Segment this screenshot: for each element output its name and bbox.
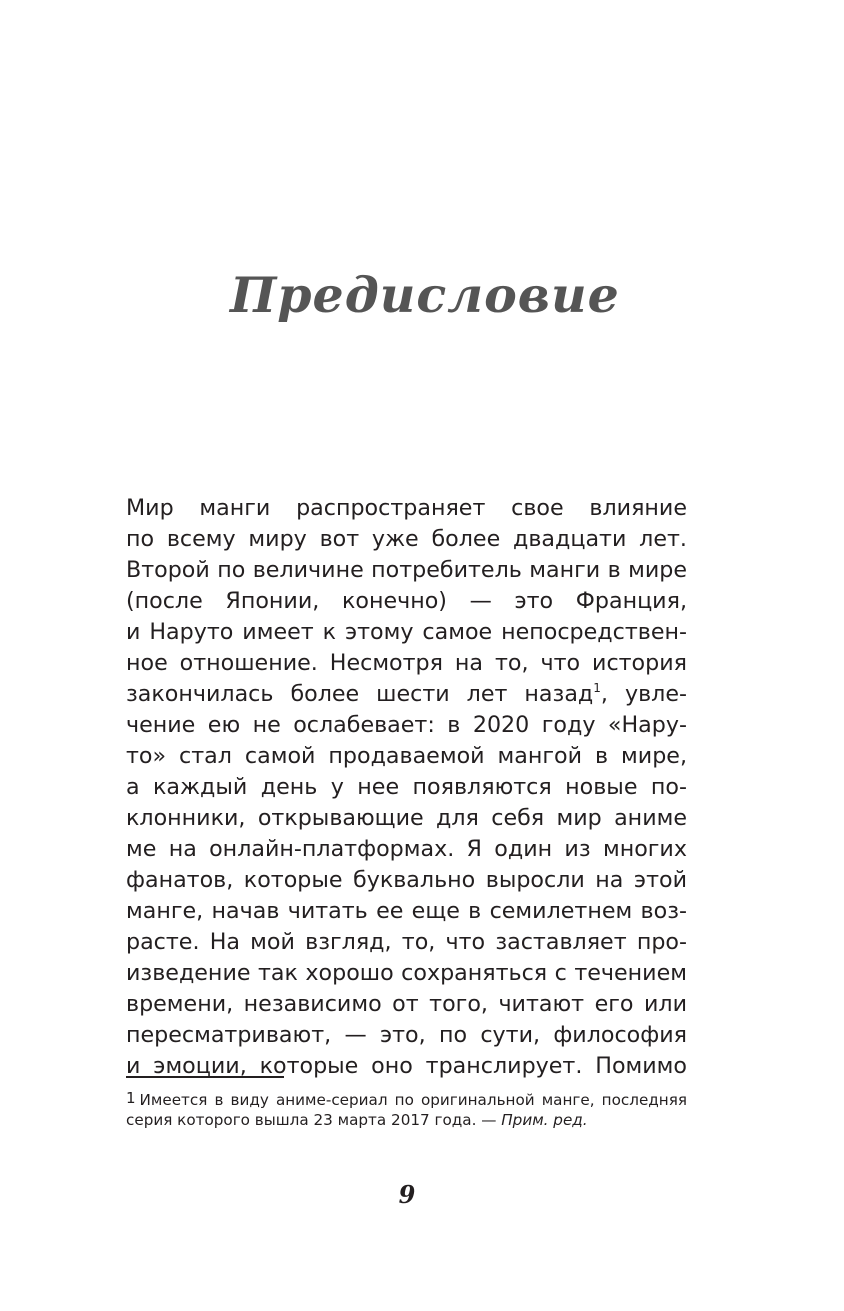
text-line-end: , увле-	[600, 681, 687, 707]
text-line: и эмоции, которые оно транслирует. Помимо	[126, 1053, 687, 1079]
footnote-text: Имеется в виду аниме-сериал по оригинальной манге, последняя	[139, 1091, 687, 1109]
footnote-reference[interactable]: 1	[593, 681, 601, 695]
text-line: и Наруто имеет к этому самое непосредствен-	[126, 619, 687, 645]
text-line: изведение так хорошо сохраняться с течением	[126, 960, 687, 986]
text-line: а каждый день у нее появляются новые по-	[126, 774, 687, 800]
text-line: ме на онлайн-платформах. Я один из многих	[126, 836, 687, 862]
text-line: фанатов, которые буквально выросли на этой	[126, 867, 687, 893]
footnote-line	[126, 1110, 687, 1130]
text-line: пересматривают, — это, по сути, философия	[126, 1022, 687, 1048]
chapter-title: Предисловие	[230, 265, 620, 324]
text-line: (после Японии, конечно) — это Франция,	[126, 588, 687, 614]
text-line: по всему миру вот уже более двадцати лет.	[126, 526, 687, 552]
text-line: манге, начав читать ее еще в семилетнем воз-	[126, 898, 687, 924]
text-line-start: закончилась более шести лет назад	[126, 681, 594, 707]
text-line: Второй по величине потребитель манги в мире	[126, 557, 687, 583]
text-line: Мир манги распространяет свое влияние	[126, 495, 687, 521]
footnote-number: 1	[126, 1089, 136, 1107]
footnote-divider	[126, 1076, 284, 1078]
text-line: клонники, открывающие для себя мир аниме	[126, 805, 687, 831]
page-number: 9	[398, 1180, 416, 1209]
text-line: расте. На мой взгляд, то, что заставляет про-	[126, 929, 687, 955]
text-line: ное отношение. Несмотря на то, что история	[126, 650, 687, 676]
footnote-line	[126, 1088, 687, 1110]
footnote	[126, 1088, 687, 1130]
body-text	[126, 493, 687, 1082]
text-line: времени, независимо от того, читают его или	[126, 991, 687, 1017]
text-line-with-footnote-ref	[126, 679, 687, 710]
text-line: то» стал самой продаваемой мангой в мире,	[126, 743, 687, 769]
text-line: чение ею не ослабевает: в 2020 году «Нару-	[126, 712, 687, 738]
footnote-attribution: Прим. ред.	[501, 1111, 588, 1129]
footnote-text: серия которого вышла 23 марта 2017 года. —	[126, 1111, 497, 1129]
